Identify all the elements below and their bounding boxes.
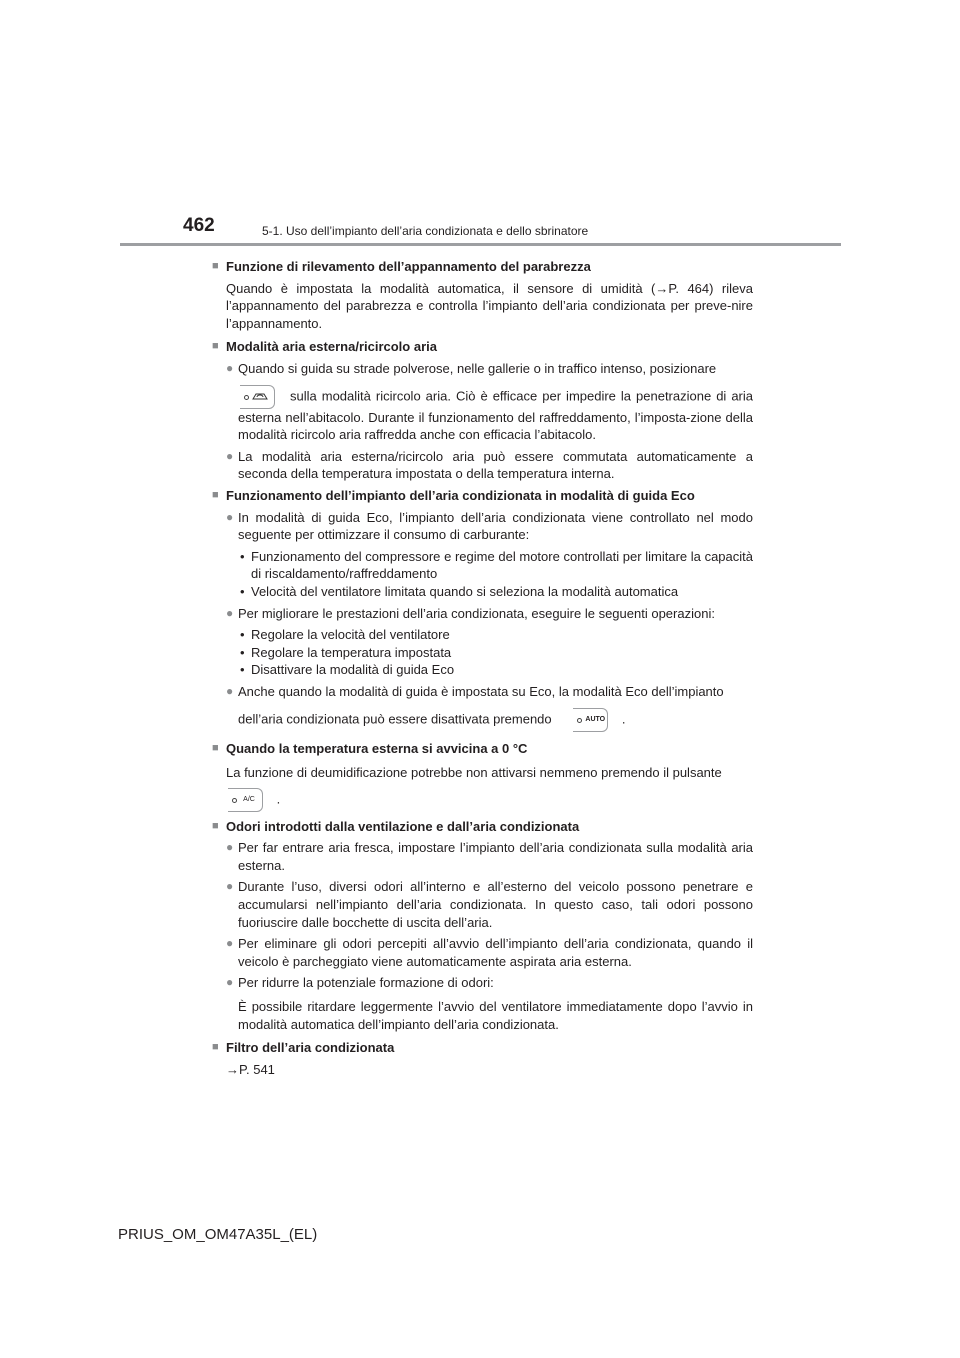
heading-fog-detection: ■ Funzione di rilevamento dell’appannamento del parabrezza [212,258,753,276]
circle-bullet-icon: ● [226,360,234,375]
eco-subitem-1-text: Funzionamento del compressore e regime del motore controllati per limitare la capacità di riscaldamento/raffreddamento [251,548,753,582]
circle-bullet-icon: ● [226,840,234,855]
eco-item-3-text-b: dell’aria condizionata può essere disattivata premendo [238,711,552,727]
ac-button-icon [228,788,263,812]
eco-subitem-4-text: Regolare la temperatura impostata [251,644,452,660]
recirculation-item-1 [226,360,753,444]
odors-item-1 [226,839,753,874]
page-content [212,254,753,1078]
document-code: PRIUS_OM_OM47A35L_(EL) [118,1226,318,1243]
heading-eco-mode: ■ Funzionamento dell’impianto dell’aria condizionata in modalità di guida Eco [212,487,753,505]
odors-item-2 [226,878,753,931]
eco-subitem-1 [238,548,753,583]
paragraph-fog-detection: Quando è impostata la modalità automatica, il sensore di umidità (→P. 464) rileva l’appannamento del parabrezza e controlla l’impianto dell’aria condizionata per preve-nire l’appannamento. [226,280,753,331]
recirculation-item-2-text: La modalità aria esterna/ricircolo aria può essere commutata automaticamente a seconda della temperatura impostata o della temperatura interna. [238,448,753,482]
eco-item-2 [226,605,753,623]
recirculation-button-icon [240,385,275,409]
circle-bullet-icon: ● [226,683,234,698]
dot-bullet: • [240,662,245,678]
eco-item-2-text: Per migliorare le prestazioni dell’aria condizionata, eseguire le seguenti operazioni: [238,605,715,621]
heading-low-temperature: ■ Quando la temperatura esterna si avvicina a 0 °C [212,740,753,758]
odors-item-2-text: Durante l’uso, diversi odori all’interno e all’esterno del veicolo possono penetrare e accumularsi nell’impianto dell’aria condizionata. In questo caso, tali odori possono fuoriuscire dalle bocchette di uscita dell’aria. [238,879,753,930]
eco-item-1-text: In modalità di guida Eco, l’impianto dell’aria condizionata viene controllato nel modo seguente per ottimizzare il consumo di carburante: [238,509,753,543]
dot-bullet: • [240,644,245,660]
heading-ac-filter: ■ Filtro dell’aria condizionata [212,1039,753,1057]
auto-button-icon [573,708,608,732]
recirculation-item-2 [226,448,753,483]
ac-button-line [226,788,753,812]
dot-bullet: • [240,627,245,643]
heading-odors: ■ Odori introdotti dalla ventilazione e dall’aria condizionata [212,818,753,836]
circle-bullet-icon: ● [226,975,234,990]
circle-bullet-icon: ● [226,936,234,951]
low-temperature-end: . [276,791,281,807]
circle-bullet-icon: ● [226,605,234,620]
recirculation-item-1-text-b: sulla modalità ricircolo aria. Ciò è efficace per impedire la penetrazione di aria esterna nell’abitacolo. Durante il funzionamento del raffreddamento, l’imposta-zione della modalità ricircolo aria raffredda anche con efficacia l’abitacolo. [238,388,753,443]
section-title: 5-1. Uso dell’impianto dell’aria condizionata e dello sbrinatore [262,224,589,238]
eco-subitem-5 [238,661,753,679]
odors-item-3 [226,935,753,970]
dot-bullet: • [240,548,245,564]
ac-filter-reference[interactable]: →P. 541 [226,1061,275,1077]
indicator-led [577,718,582,723]
circle-bullet-icon: ● [226,509,234,524]
eco-subitem-4 [238,644,753,662]
circle-bullet-icon: ● [226,448,234,463]
recirculation-item-1-text-a: Quando si guida su strade polverose, nelle gallerie o in traffico intenso, posizionare [238,360,717,376]
odors-item-1-text: Per far entrare aria fresca, impostare l’impianto dell’aria condizionata sulla modalità aria esterna. [238,840,753,873]
odors-item-4-text: Per ridurre la potenziale formazione di odori: [238,975,494,991]
dot-bullet: • [240,583,245,599]
indicator-led [244,395,249,400]
eco-subitem-3 [238,626,753,644]
eco-item-3-end: . [621,711,626,727]
circle-bullet-icon: ● [226,879,234,894]
eco-subitem-5-text: Disattivare la modalità di guida Eco [251,662,455,678]
eco-item-3 [226,683,753,733]
paragraph-low-temperature: La funzione di deumidificazione potrebbe non attivarsi nemmeno premendo il pulsante [226,765,722,781]
header-rule [120,243,841,246]
odors-item-3-text: Per eliminare gli odori percepiti all’avvio dell’impianto dell’aria condizionata, quando il veicolo è parcheggiato viene automaticamente aspirata aria esterna. [238,936,753,969]
odors-item-4-detail: È possibile ritardare leggermente l’avvio del ventilatore immediatamente dopo l’avvio in modalità automatica dell’impianto dell’aria condizionata. [238,999,753,1032]
heading-recirculation: ■ Modalità aria esterna/ricircolo aria [212,338,753,356]
ac-button-label: A/C [243,795,255,803]
eco-item-1 [226,509,753,544]
eco-subitem-3-text: Regolare la velocità del ventilatore [251,627,450,643]
indicator-led [232,798,237,803]
eco-subitem-2-text: Velocità del ventilatore limitata quando si seleziona la modalità automatica [251,583,679,599]
page-number: 462 [183,215,215,236]
eco-subitem-2 [238,583,753,601]
car-recirculation-icon [251,391,269,401]
auto-button-label: AUTO [585,716,606,724]
odors-item-4 [226,974,753,992]
eco-item-3-text-a: Anche quando la modalità di guida è impostata su Eco, la modalità Eco dell’impianto [238,683,724,699]
